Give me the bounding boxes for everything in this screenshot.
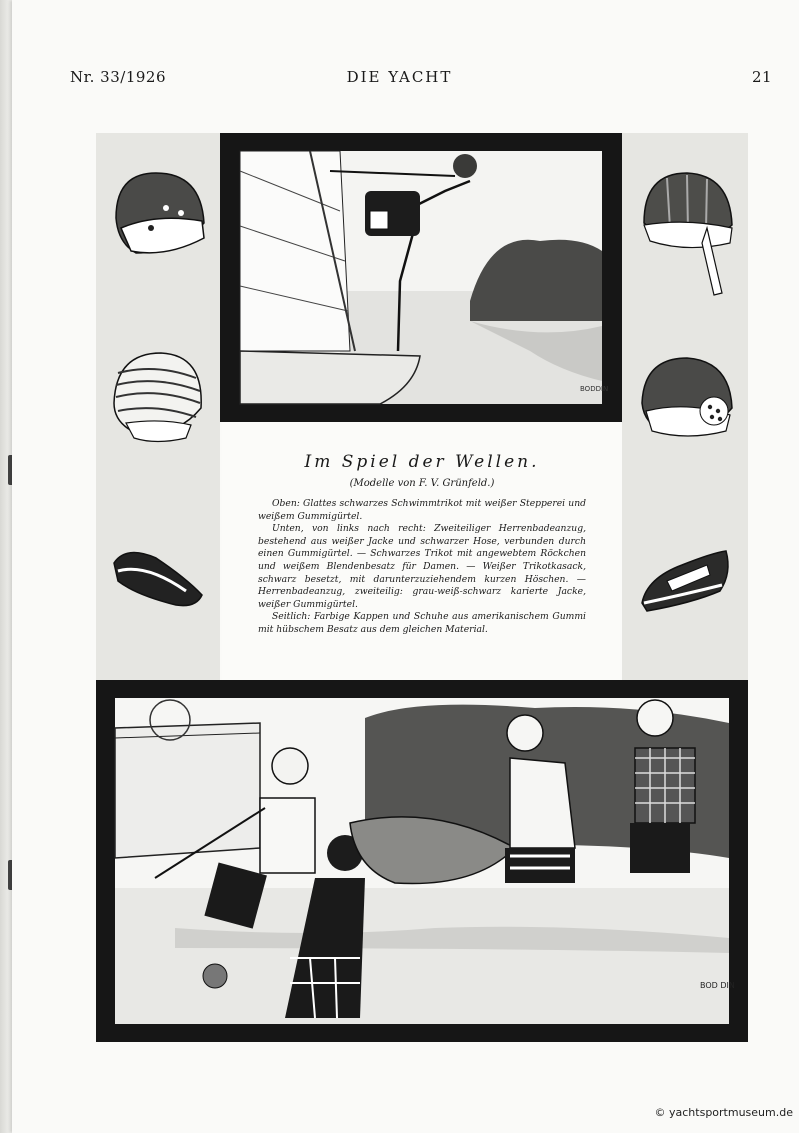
bathing-shoe-icon <box>114 553 202 606</box>
right-accessory-panel <box>622 133 748 681</box>
right-accessories-illustration <box>622 133 748 681</box>
swimmers-in-water-illustration <box>115 698 735 1024</box>
bathing-shoe-icon <box>642 551 728 611</box>
page-binding <box>0 0 12 1133</box>
article-body <box>258 498 586 637</box>
diver-on-sailboat-illustration <box>240 151 609 404</box>
bottom-illustration <box>115 698 735 1024</box>
magazine-title: DIE YACHT <box>346 68 453 86</box>
bathing-cap-icon <box>116 173 204 253</box>
article-paragraph: Oben: Glattes schwarzes Schwimmtrikot mit weißer Stepperei und weißem Gummigürtel. <box>258 498 586 522</box>
issue-number: Nr. 33/1926 <box>70 68 166 86</box>
article-subtitle: (Modelle von F. V. Grünfeld.) <box>349 478 495 489</box>
copyright-credit: © yachtsportmuseum.de <box>654 1106 793 1119</box>
article-paragraph: Unten, von links nach recht: Zweiteiliger Herrenbadeanzug, bestehend aus weißer Jacke und schwarzer Hose, verbunden durch einen Gummigürtel. — Schwarzes Trikot mit angewebtem Röckchen und weißem Blendenbesatz für Damen. — Weißer Trikotkasack, schwarz besetzt, mit darunterzuziehendem kurzen Höschen. — Herrenbadeanzug, zweiteilig: grau-weiß-schwarz karierte Jacke, weißer Gummigürtel. <box>258 523 586 610</box>
tied-cap-icon <box>644 173 732 295</box>
top-illustration <box>240 151 609 404</box>
top-signature: BODDIN <box>580 385 609 393</box>
bottom-signature: BOD DIN <box>700 981 735 990</box>
article-title: Im Spiel der Wellen. <box>304 452 540 472</box>
striped-cap-icon <box>114 353 201 442</box>
flower-cap-icon <box>642 358 732 436</box>
article-text-box <box>222 422 622 680</box>
page-number: 21 <box>752 68 773 86</box>
left-accessories-illustration <box>96 133 220 681</box>
article-paragraph: Seitlich: Farbige Kappen und Schuhe aus amerikanischem Gummi mit hübschem Besatz aus dem gleichen Material. <box>258 611 586 635</box>
left-accessory-panel <box>96 133 220 681</box>
